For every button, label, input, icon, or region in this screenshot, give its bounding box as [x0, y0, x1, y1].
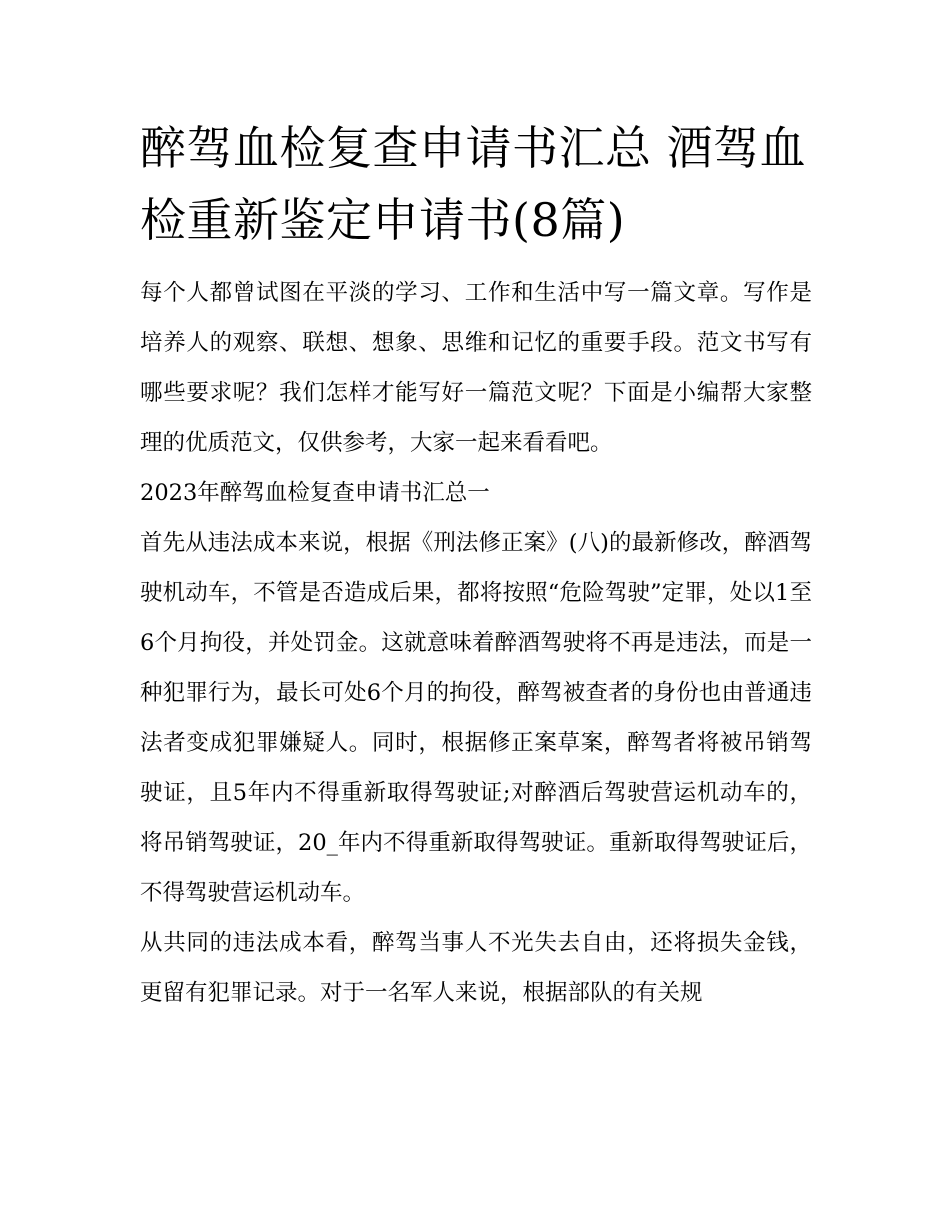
document-title: 醉驾血检复查申请书汇总 酒驾血检重新鉴定申请书(8篇) [140, 121, 807, 247]
document-body [140, 268, 812, 1018]
section-heading: 2023年醉驾血检复查申请书汇总一 [140, 480, 490, 506]
intro-paragraph: 每个人都曾试图在平淡的学习、工作和生活中写一篇文章。写作是培养人的观察、联想、想象、思维和记忆的重要手段。范文书写有哪些要求呢？我们怎样才能写好一篇范文呢？下面是小编帮大家整理的优质范文，仅供参考，大家一起来看看吧。 [140, 280, 812, 456]
body-paragraph-2: 从共同的违法成本看，醉驾当事人不光失去自由，还将损失金钱，更留有犯罪记录。对于一名军人来说，根据部队的有关规 [140, 930, 812, 1006]
body-paragraph-1: 首先从违法成本来说，根据《刑法修正案》(八)的最新修改，醉酒驾驶机动车，不管是否造成后果，都将按照“危险驾驶”定罪，处以1至6个月拘役，并处罚金。这就意味着醉酒驾驶将不再是违法，而是一种犯罪行为，最长可处6个月的拘役，醉驾被查者的身份也由普通违法者变成犯罪嫌疑人。同时，根据修正案草案，醉驾者将被吊销驾驶证，且5年内不得重新取得驾驶证;对醉酒后驾驶营运机动车的，将吊销驾驶证，20_年内不得重新取得驾驶证。重新取得驾驶证后，不得驾驶营运机动车。 [140, 530, 812, 906]
